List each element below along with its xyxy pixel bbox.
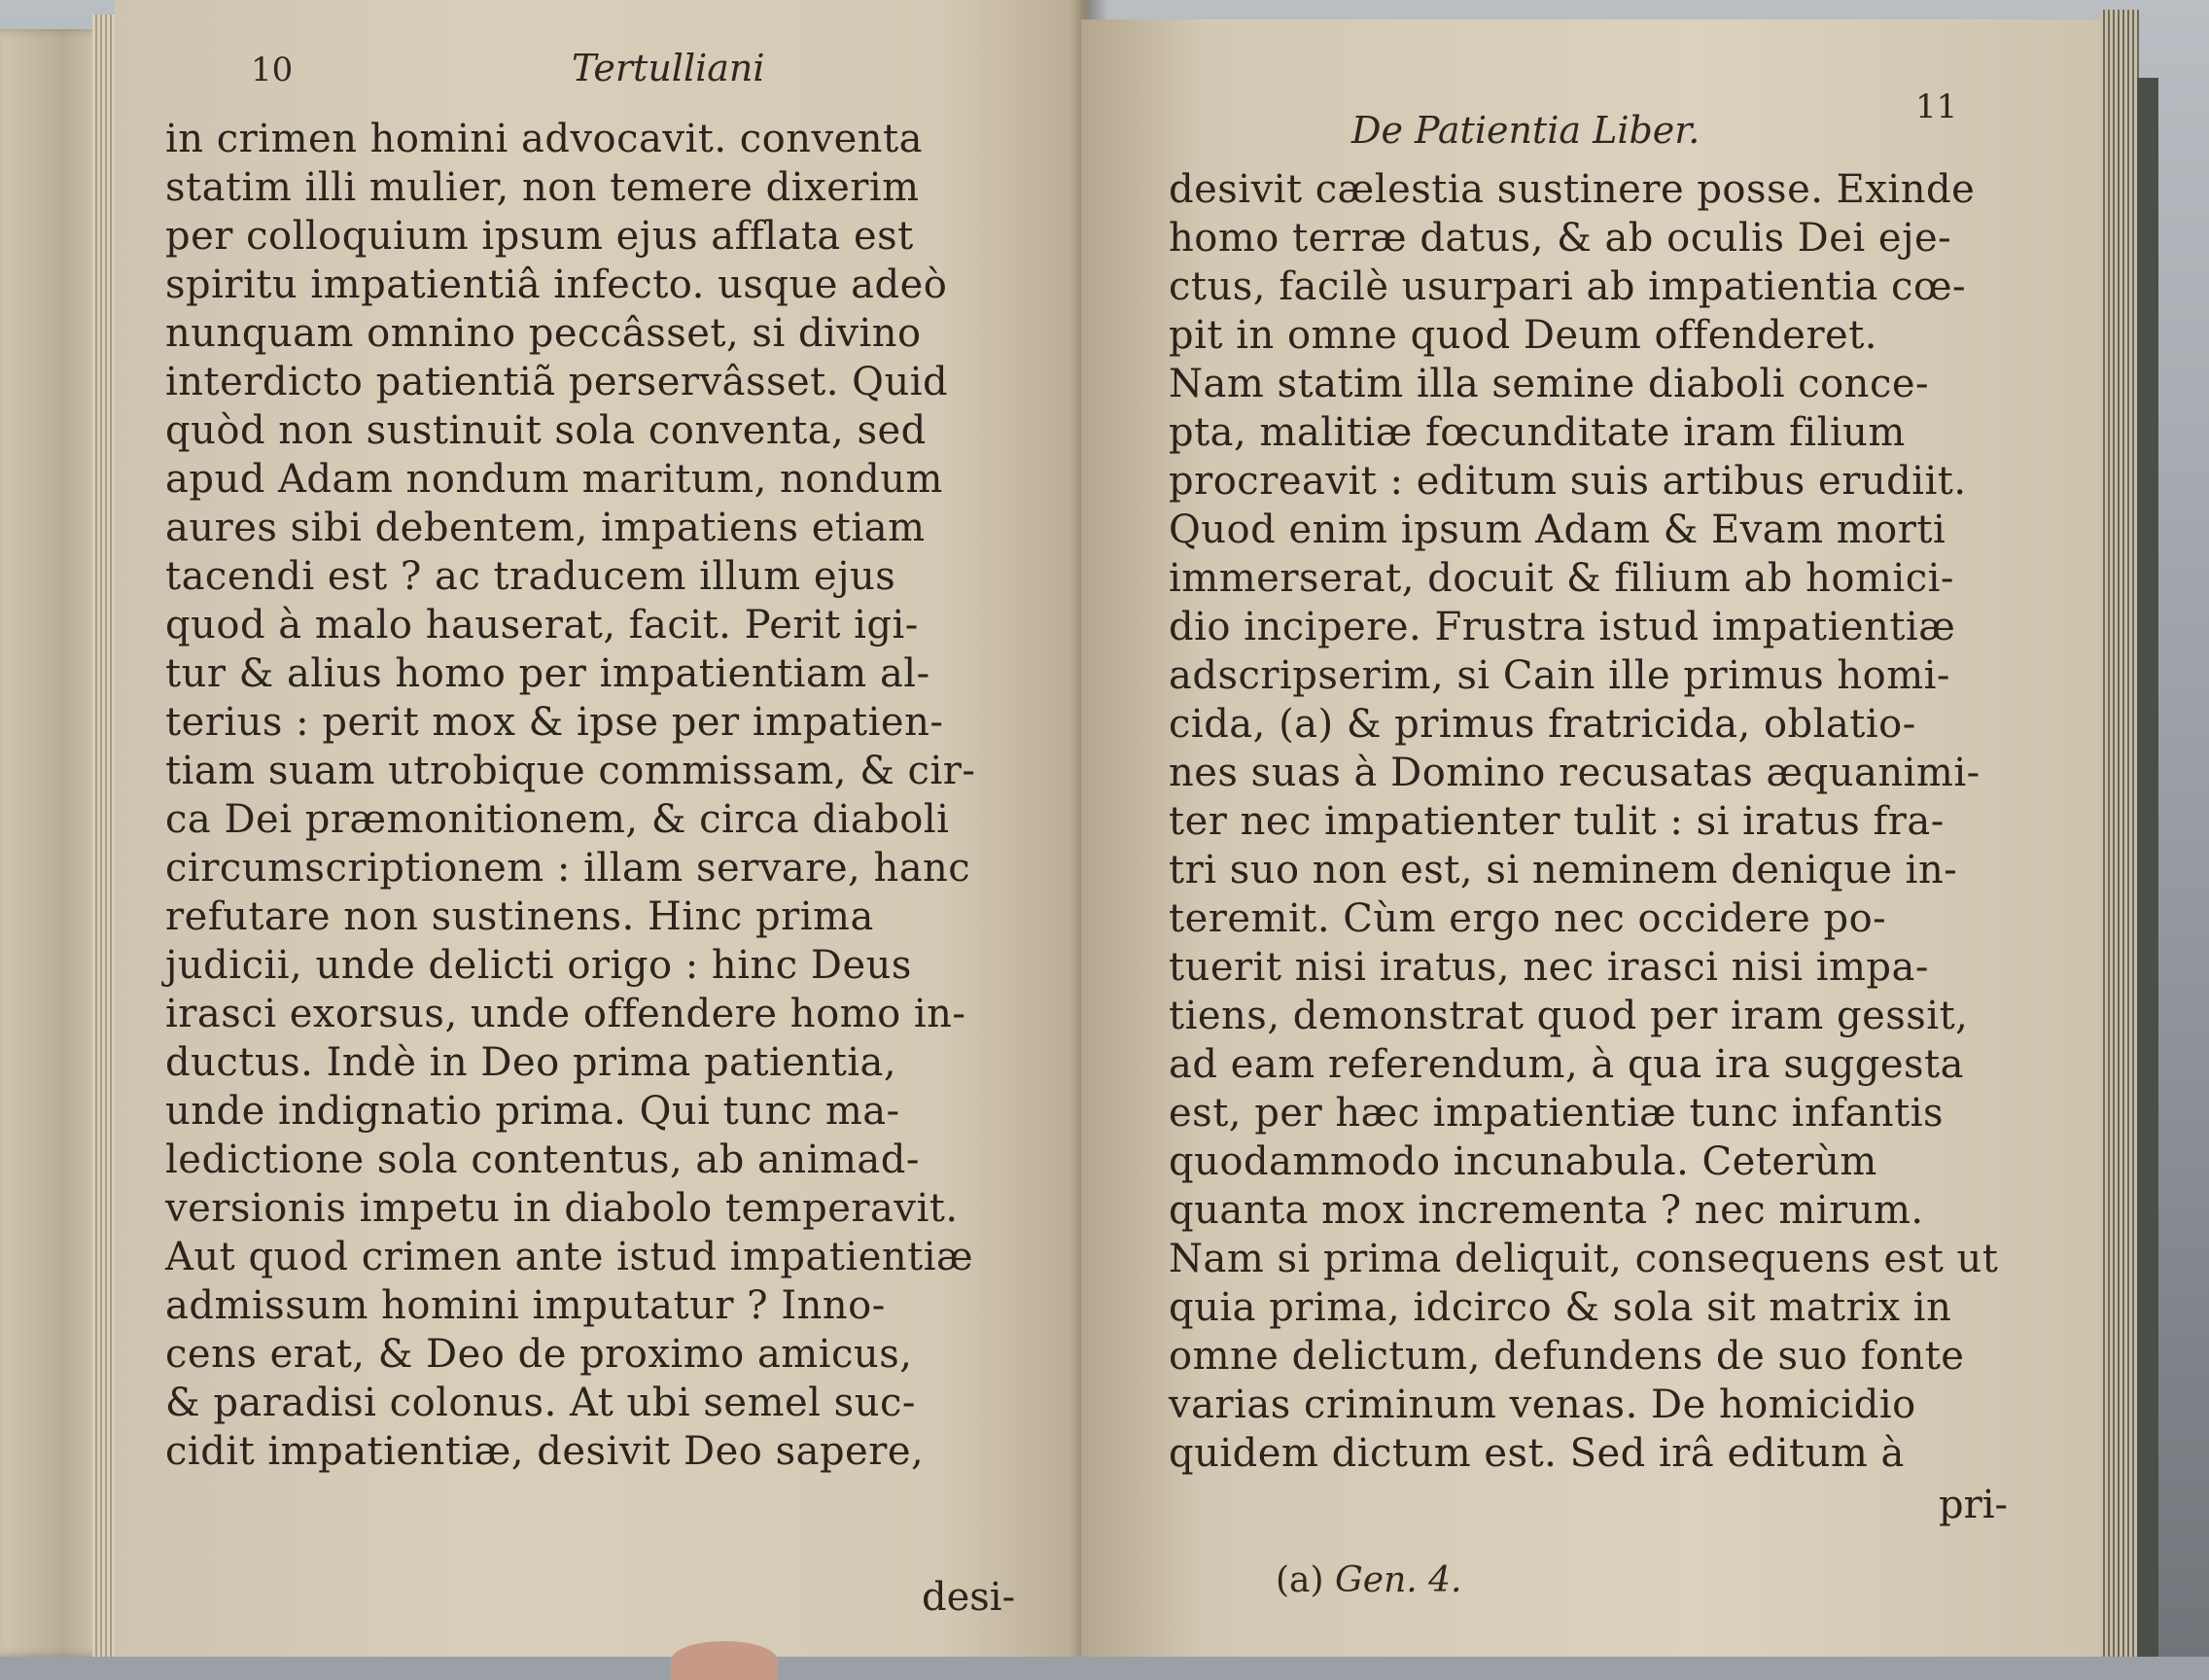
text-line: tiam suam utrobique commissam, & cir- [165, 749, 976, 793]
text-line: adscripserim, si Cain ille primus homi- [1169, 653, 1950, 698]
text-line: admissum homini imputatur ? Inno- [165, 1283, 886, 1328]
text-line: Quod enim ipsum Adam & Evam morti [1169, 508, 1946, 552]
footnote-mark: (a) [1276, 1560, 1324, 1600]
text-line: interdicto patientiã perservâsset. Quid [165, 360, 949, 404]
left-running-head: Tertulliani [572, 47, 765, 89]
right-running-head: De Patientia Liber. [1351, 109, 1701, 152]
text-line: cens erat, & Deo de proximo amicus, [165, 1332, 913, 1377]
text-line: teremit. Cùm ergo nec occidere po- [1169, 896, 1887, 941]
text-line: judicii, unde delicti origo : hinc Deus [165, 943, 912, 988]
text-line: quidem dictum est. Sed irâ editum à [1169, 1431, 1905, 1476]
right-cover [2137, 78, 2158, 1657]
right-page [1081, 19, 2104, 1657]
text-line: Nam si prima deliquit, consequens est ut [1169, 1237, 1999, 1281]
text-line: spiritu impatientiâ infecto. usque adeò [165, 262, 948, 307]
text-line: nes suas à Domino recusatas æquanimi- [1169, 751, 1981, 795]
text-line: ductus. Indè in Deo prima patientia, [165, 1040, 897, 1085]
text-line: in crimen homini advocavit. conventa [165, 117, 923, 161]
text-line: quòd non sustinuit sola conventa, sed [165, 408, 927, 453]
text-line: procreavit : editum suis artibus erudiit. [1169, 459, 1967, 504]
text-line: cidit impatientiæ, desivit Deo sapere, [165, 1429, 925, 1474]
text-line: pta, malitiæ fœcunditate iram filium [1169, 410, 1906, 455]
text-line: quod à malo hauserat, facit. Perit igi- [165, 603, 919, 648]
text-line: irasci exorsus, unde offendere homo in- [165, 992, 966, 1036]
footnote-reference: Gen. 4. [1335, 1560, 1462, 1600]
left-page-number: 10 [251, 51, 294, 89]
text-line: versionis impetu in diabolo temperavit. [165, 1186, 959, 1231]
text-line: ctus, facilè usurpari ab impatientia cœ- [1169, 264, 1967, 309]
text-line: quanta mox incrementa ? nec mirum. [1169, 1188, 1924, 1233]
fingertip [671, 1641, 778, 1680]
left-catchword: desi- [922, 1575, 1016, 1620]
text-line: per colloquium ipsum ejus afflata est [165, 214, 914, 259]
text-line: apud Adam nondum maritum, nondum [165, 457, 943, 502]
text-line: aures sibi debentem, impatiens etiam [165, 506, 926, 550]
text-line: circumscriptionem : illam servare, hanc [165, 846, 971, 891]
text-line: Aut quod crimen ante istud impatientiæ [165, 1235, 974, 1279]
text-line: cida, (a) & primus fratricida, oblatio- [1169, 702, 1916, 747]
text-line: varias criminum venas. De homicidio [1169, 1382, 1916, 1427]
text-line: tacendi est ? ac traducem illum ejus [165, 554, 896, 599]
text-line: homo terræ datus, & ab oculis Dei eje- [1169, 216, 1952, 261]
text-line: Nam statim illa semine diaboli conce- [1169, 362, 1930, 406]
left-page [115, 0, 1087, 1657]
footnote [1276, 1560, 1462, 1600]
right-page-number: 11 [1915, 88, 1958, 126]
text-line: ca Dei præmonitionem, & circa diaboli [165, 797, 950, 842]
text-line: est, per hæc impatientiæ tunc infantis [1169, 1091, 1945, 1136]
text-line: desivit cælestia sustinere posse. Exinde [1169, 167, 1976, 212]
text-line: statim illi mulier, non temere dixerim [165, 165, 920, 210]
text-line: tuerit nisi iratus, nec irasci nisi impa- [1169, 945, 1929, 990]
text-line: ledictione sola contentus, ab animad- [165, 1138, 920, 1182]
text-line: tri suo non est, si neminem denique in- [1169, 848, 1958, 892]
text-line: & paradisi colonus. At ubi semel suc- [165, 1381, 916, 1425]
text-line: omne delictum, defundens de suo fonte [1169, 1334, 1965, 1379]
text-line: quia prima, idcirco & sola sit matrix in [1169, 1285, 1952, 1330]
text-line: immerserat, docuit & filium ab homici- [1169, 556, 1954, 601]
right-catchword: pri- [1939, 1483, 2009, 1527]
left-body-text [165, 115, 975, 1476]
text-line: dio incipere. Frustra istud impatientiæ [1169, 605, 1956, 649]
text-line: nunquam omnino peccâsset, si divino [165, 311, 922, 356]
text-line: terius : perit mox & ipse per impatien- [165, 700, 944, 745]
text-line: tiens, demonstrat quod per iram gessit, [1169, 994, 1969, 1038]
text-line: ter nec impatienter tulit : si iratus fra- [1169, 799, 1945, 844]
text-line: unde indignatio prima. Qui tunc ma- [165, 1089, 900, 1134]
text-line: refutare non sustinens. Hinc prima [165, 894, 874, 939]
text-line: ad eam referendum, à qua ira suggesta [1169, 1042, 1964, 1087]
right-body-text [1169, 165, 1998, 1478]
text-line: pit in omne quod Deum offenderet. [1169, 313, 1878, 358]
right-page-edges [2100, 10, 2139, 1657]
text-line: quodammodo incunabula. Ceterùm [1169, 1139, 1877, 1184]
text-line: tur & alius homo per impatientiam al- [165, 651, 930, 696]
